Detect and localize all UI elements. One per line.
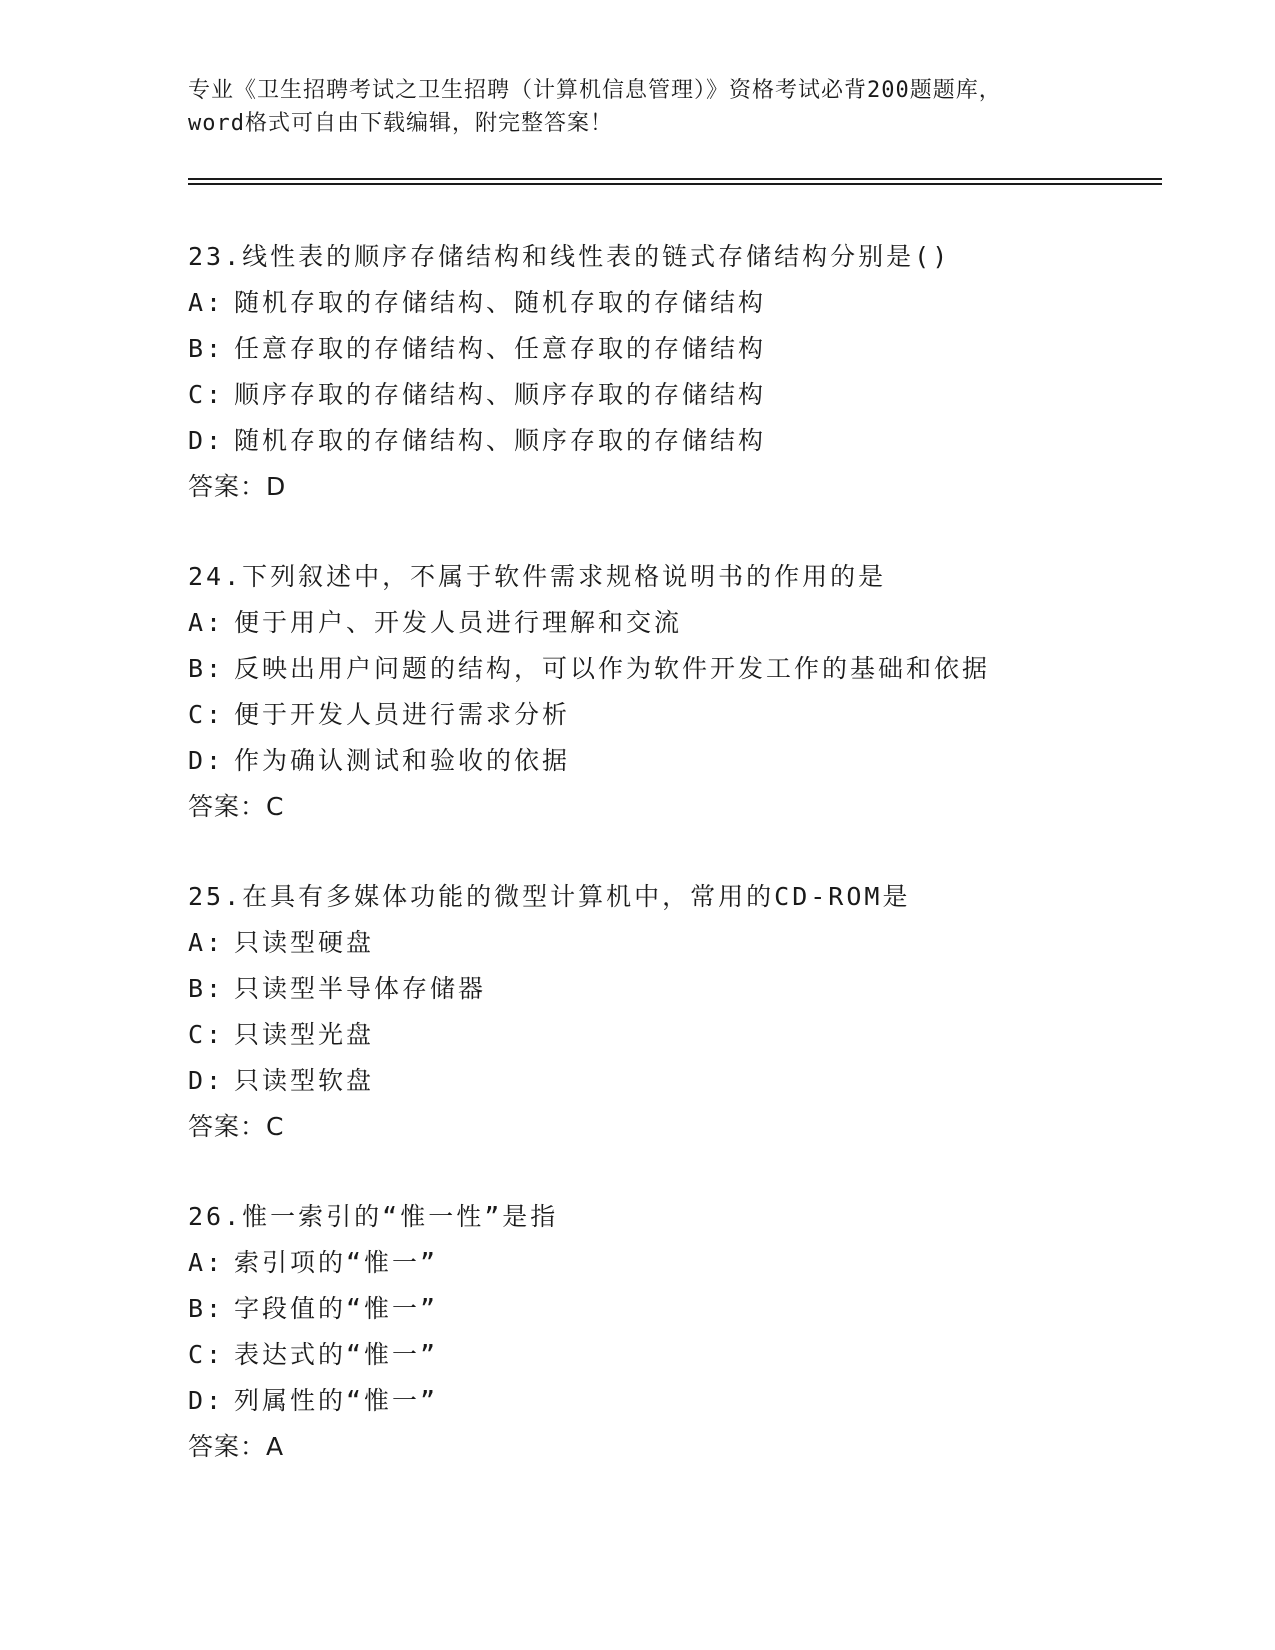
option-letter: C: bbox=[188, 1020, 225, 1049]
option-text: 作为确认测试和验收的依据 bbox=[234, 746, 571, 775]
option-letter: B: bbox=[188, 1294, 225, 1323]
option-letter: C: bbox=[188, 700, 225, 729]
option-text: 便于开发人员进行需求分析 bbox=[234, 700, 571, 729]
option-c bbox=[188, 372, 1148, 418]
option-c bbox=[188, 1012, 1148, 1058]
option-letter: D: bbox=[188, 426, 225, 455]
option-letter: D: bbox=[188, 1386, 225, 1415]
option-text: 表达式的“惟一” bbox=[234, 1340, 439, 1369]
option-text: 随机存取的存储结构、顺序存取的存储结构 bbox=[234, 426, 767, 455]
option-text: 只读型半导体存储器 bbox=[234, 974, 487, 1003]
option-text: 字段值的“惟一” bbox=[234, 1294, 439, 1323]
answer: 答案：A bbox=[188, 1432, 285, 1461]
option-letter: A: bbox=[188, 288, 225, 317]
option-text: 只读型软盘 bbox=[234, 1066, 375, 1095]
header-subtitle-line: word格式可自由下载编辑，附完整答案！ bbox=[188, 111, 613, 136]
option-letter: A: bbox=[188, 1248, 225, 1277]
question-25 bbox=[188, 874, 1148, 1150]
answer: 答案：C bbox=[188, 792, 285, 821]
option-b bbox=[188, 646, 1148, 692]
option-text: 反映出用户问题的结构，可以作为软件开发工作的基础和依据 bbox=[234, 654, 991, 683]
option-text: 随机存取的存储结构、随机存取的存储结构 bbox=[234, 288, 767, 317]
option-a bbox=[188, 1240, 1148, 1286]
option-text: 任意存取的存储结构、任意存取的存储结构 bbox=[234, 334, 767, 363]
option-text: 列属性的“惟一” bbox=[234, 1386, 439, 1415]
option-text: 只读型硬盘 bbox=[234, 928, 375, 957]
option-d bbox=[188, 1378, 1148, 1424]
question-24 bbox=[188, 554, 1148, 830]
option-b bbox=[188, 1286, 1148, 1332]
option-letter: D: bbox=[188, 746, 225, 775]
question-23 bbox=[188, 234, 1148, 510]
option-d bbox=[188, 738, 1148, 784]
option-c bbox=[188, 692, 1148, 738]
header-divider-top bbox=[188, 178, 1162, 180]
question-stem: 24.下列叙述中，不属于软件需求规格说明书的作用的是 bbox=[188, 562, 887, 591]
option-a bbox=[188, 920, 1148, 966]
option-letter: D: bbox=[188, 1066, 225, 1095]
option-a bbox=[188, 280, 1148, 326]
answer: 答案：D bbox=[188, 472, 287, 501]
option-letter: C: bbox=[188, 1340, 225, 1369]
option-b bbox=[188, 326, 1148, 372]
option-text: 只读型光盘 bbox=[234, 1020, 375, 1049]
option-letter: A: bbox=[188, 928, 225, 957]
document-header bbox=[188, 74, 1088, 140]
question-stem: 23.线性表的顺序存储结构和线性表的链式存储结构分别是() bbox=[188, 242, 951, 271]
answer: 答案：C bbox=[188, 1112, 285, 1141]
option-letter: B: bbox=[188, 334, 225, 363]
option-c bbox=[188, 1332, 1148, 1378]
question-26 bbox=[188, 1194, 1148, 1470]
option-letter: C: bbox=[188, 380, 225, 409]
question-stem: 25.在具有多媒体功能的微型计算机中，常用的CD-ROM是 bbox=[188, 882, 911, 911]
header-divider-bottom bbox=[188, 183, 1162, 185]
option-a bbox=[188, 600, 1148, 646]
option-letter: A: bbox=[188, 608, 225, 637]
option-b bbox=[188, 966, 1148, 1012]
question-stem: 26.惟一索引的“惟一性”是指 bbox=[188, 1202, 559, 1231]
option-letter: B: bbox=[188, 974, 225, 1003]
option-d bbox=[188, 418, 1148, 464]
option-d bbox=[188, 1058, 1148, 1104]
header-title-line: 专业《卫生招聘考试之卫生招聘（计算机信息管理）》资格考试必背200题题库， bbox=[188, 78, 1002, 103]
option-letter: B: bbox=[188, 654, 225, 683]
option-text: 索引项的“惟一” bbox=[234, 1248, 439, 1277]
option-text: 便于用户、开发人员进行理解和交流 bbox=[234, 608, 683, 637]
option-text: 顺序存取的存储结构、顺序存取的存储结构 bbox=[234, 380, 767, 409]
